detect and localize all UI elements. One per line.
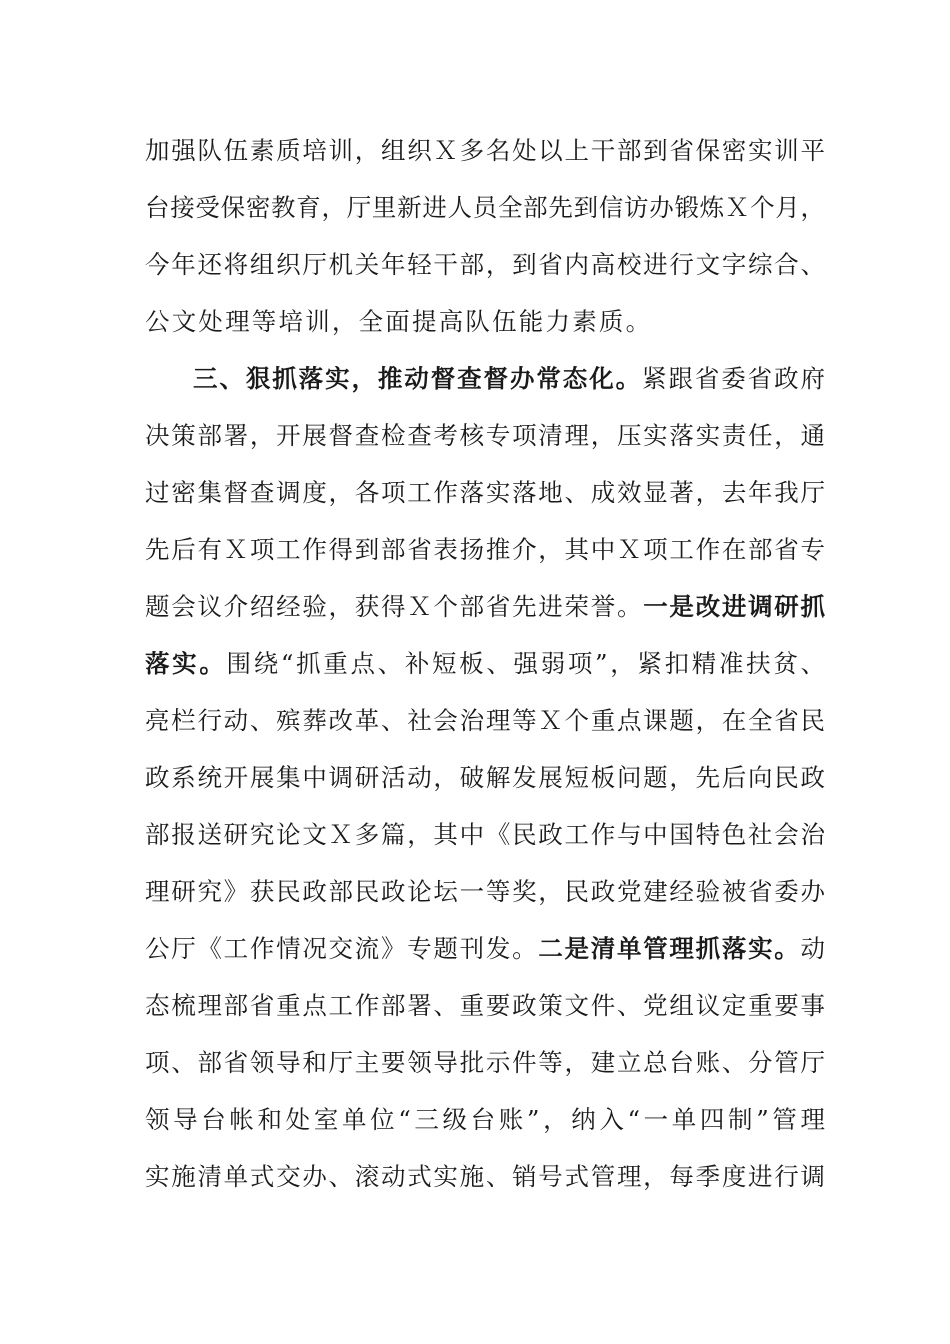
paragraph-line — [145, 758, 825, 798]
text-run: 决策部署，开展督查检查考核专项清理，压实落实责任，通 — [145, 421, 825, 450]
section-heading-line — [193, 359, 825, 399]
text-run: 过密集督查调度，各项工作落实落地、成效显著，去年我厅 — [145, 478, 825, 507]
text-run: 题会议介绍经验，获得Ｘ个部省先进荣誉。 — [145, 592, 644, 621]
bold-subheading: 一是改进调研抓 — [643, 592, 826, 621]
text-run: 理研究》获民政部民政论坛一等奖，民政党建经验被省委办 — [145, 877, 825, 906]
paragraph-line — [145, 986, 825, 1026]
text-run: 实施清单式交办、滚动式实施、销号式管理，每季度进行调 — [145, 1162, 825, 1191]
paragraph-line — [145, 416, 825, 456]
text-run: 政系统开展集中调研活动，破解发展短板问题，先后向民政 — [145, 763, 825, 792]
paragraph-line — [145, 929, 825, 969]
text-run: 态梳理部省重点工作部署、重要政策文件、党组议定重要事 — [145, 991, 825, 1020]
text-run: 动 — [800, 934, 826, 963]
bold-subheading: 落实。 — [145, 649, 227, 678]
text-run: 公文处理等培训，全面提高队伍能力素质。 — [145, 307, 653, 336]
paragraph-line — [145, 1157, 825, 1197]
paragraph-line — [145, 815, 825, 855]
text-run: 项、部省领导和厅主要领导批示件等，建立总台账、分管厅 — [145, 1048, 825, 1077]
text-run: 先后有Ｘ项工作得到部省表扬推介，其中Ｘ项工作在部省专 — [145, 535, 825, 564]
text-run: 围绕“抓重点、补短板、强弱项”，紧扣精准扶贫、 — [226, 649, 825, 678]
text-run: 部报送研究论文Ｘ多篇，其中《民政工作与中国特色社会治 — [145, 820, 825, 849]
bold-subheading: 二是清单管理抓落实。 — [538, 934, 801, 963]
paragraph-line — [145, 1100, 825, 1140]
text-run: 台接受保密教育，厅里新进人员全部先到信访办锻炼Ｘ个月， — [145, 193, 825, 222]
text-run: 公厅《工作情况交流》专题刊发。 — [145, 934, 539, 963]
text-run: 领导台帐和处室单位“三级台账”，纳入“一单四制”管理 — [145, 1105, 825, 1134]
paragraph-line — [145, 188, 825, 228]
paragraph-line — [145, 701, 825, 741]
paragraph-line — [145, 473, 825, 513]
section-heading: 三、狠抓落实，推动督查督办常态化。 — [193, 364, 643, 393]
paragraph-line — [145, 131, 825, 171]
text-run: 亮栏行动、殡葬改革、社会治理等Ｘ个重点课题，在全省民 — [145, 706, 825, 735]
paragraph-line — [145, 530, 825, 570]
paragraph-line — [145, 245, 825, 285]
paragraph-line — [145, 302, 825, 342]
text-run: 今年还将组织厅机关年轻干部，到省内高校进行文字综合、 — [145, 250, 825, 279]
text-run: 加强队伍素质培训，组织Ｘ多名处以上干部到省保密实训平 — [145, 136, 825, 165]
paragraph-line — [145, 644, 825, 684]
text-run: 紧跟省委省政府 — [642, 364, 826, 393]
paragraph-line — [145, 587, 825, 627]
paragraph-line — [145, 1043, 825, 1083]
paragraph-line — [145, 872, 825, 912]
